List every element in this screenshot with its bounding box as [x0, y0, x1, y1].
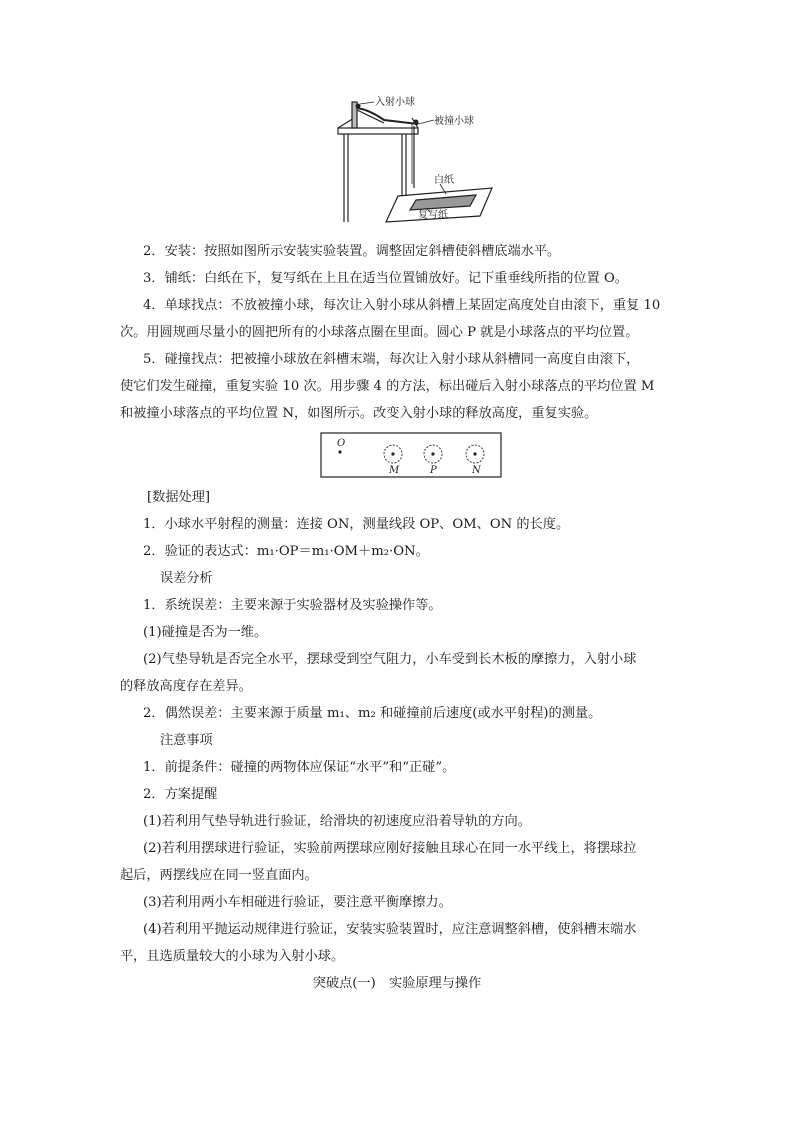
text-line-7: 和被撞小球落点的平均位置 N，如图所示。改变入射小球的释放高度，重复实验。 [120, 406, 598, 421]
text-line-12: (2)气垫导轨是否完全水平，摆球受到空气阻力，小车受到长木板的摩擦力，入射小球 [143, 652, 637, 667]
point-o-dot [338, 450, 341, 453]
apparatus-figure [330, 96, 500, 228]
label-point-o: O [337, 438, 346, 449]
label-carbon-paper: 复写纸 [418, 210, 448, 221]
text-line-22: 平，且选质量较大的小球为入射小球。 [120, 949, 345, 964]
text-line-3: 4．单球找点：不放被撞小球，每次让入射小球从斜槽上某固定高度处自由滚下，重复 10 [143, 298, 661, 313]
section-heading-data: [数据处理] [147, 490, 211, 505]
text-line-6: 使它们发生碰撞，重复实验 10 次。用步骤 4 的方法，标出碰后入射小球落点的平均位置 M [120, 379, 655, 394]
text-line-5: 5．碰撞找点：把被撞小球放在斜槽末端，每次让入射小球从斜槽同一高度自由滚下， [143, 352, 640, 367]
target-ball-icon [414, 120, 419, 125]
text-line-10: 1．系统误差：主要来源于实验器材及实验操作等。 [143, 598, 442, 613]
label-hit-ball: 被撞小球 [434, 116, 474, 127]
text-line-21: (4)若利用平抛运动规律进行验证，安装实验装置时，应注意调整斜槽，使斜槽末端水 [143, 922, 637, 937]
text-line-13: 的释放高度存在差异。 [120, 679, 252, 694]
label-white-paper: 白纸 [434, 175, 454, 186]
section-heading-error: 误差分析 [160, 571, 213, 586]
text-line-18: (2)若利用摆球进行验证，实验前两摆球应刚好接触且球心在同一水平线上，将摆球拉 [143, 841, 637, 856]
text-line-19: 起后，两摆线应在同一竖直面内。 [120, 868, 318, 883]
label-point-p: P [430, 465, 437, 476]
text-line-1: 2．安装：按照如图所示安装实验装置。调整固定斜槽使斜槽底端水平。 [143, 244, 561, 259]
text-line-17: (1)若利用气垫导轨进行验证，给滑块的初速度应沿着导轨的方向。 [143, 814, 531, 829]
text-line-4: 次。用圆规画尽量小的圆把所有的小球落点圈在里面。圆心 P 就是小球落点的平均位置。 [120, 325, 639, 340]
text-line-9: 2．验证的表达式：m₁·OP＝m₁·OM＋m₂·ON。 [143, 544, 429, 559]
landing-points-figure [320, 432, 502, 478]
text-line-16: 2．方案提醒 [143, 787, 218, 802]
label-point-m: M [389, 465, 400, 476]
text-line-15: 1．前提条件：碰撞的两物体应保证“水平”和“正碰”。 [143, 760, 456, 775]
text-line-20: (3)若利用两小车相碰进行验证，要注意平衡摩擦力。 [143, 895, 452, 910]
text-line-2: 3．铺纸：白纸在下，复写纸在上且在适当位置铺放好。记下重垂线所指的位置 O。 [143, 271, 628, 286]
incident-ball-icon [356, 104, 361, 109]
text-line-14: 2．偶然误差：主要来源于质量 m₁、m₂ 和碰撞前后速度(或水平射程)的测量。 [143, 706, 602, 721]
text-line-8: 1．小球水平射程的测量：连接 ON，测量线段 OP、OM、ON 的长度。 [143, 517, 570, 532]
label-incident-ball: 入射小球 [375, 97, 415, 108]
label-point-n: N [472, 465, 481, 476]
section-title-breakthrough: 突破点(一) 实验原理与操作 [312, 976, 482, 991]
section-heading-notes: 注意事项 [160, 733, 213, 748]
text-line-11: (1)碰撞是否为一维。 [143, 625, 268, 640]
